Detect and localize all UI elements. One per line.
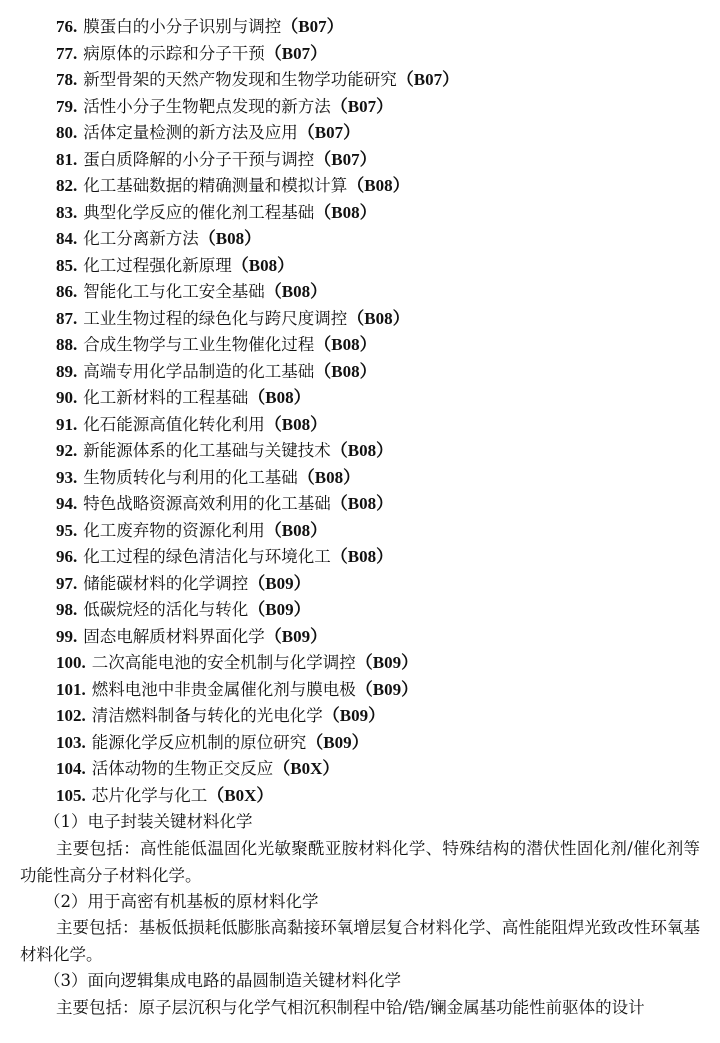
topic-code: （B08）: [330, 547, 394, 566]
topic-title: 高端专用化学品制造的化工基础: [83, 361, 315, 381]
subsection-heading-2: （2）用于高密有机基板的原材料化学: [44, 892, 319, 911]
topic-title: 病原体的示踪和分子干预: [83, 43, 265, 63]
topic-number: 102.: [56, 706, 86, 725]
topic-code: （B08）: [264, 282, 328, 301]
topic-item: [56, 624, 327, 650]
topic-code: （B0X）: [273, 759, 340, 778]
topic-number: 78.: [56, 70, 78, 89]
topic-item: [56, 703, 385, 729]
topic-number: 94.: [56, 494, 78, 513]
topic-item: [56, 544, 393, 570]
topic-item: [56, 200, 377, 226]
topic-code: （B08）: [314, 361, 377, 381]
topic-title: 化工基础数据的精确测量和模拟计算: [83, 176, 348, 195]
topic-code: （B09）: [264, 626, 328, 646]
topic-number: 80.: [56, 123, 78, 142]
topic-code: （B08）: [330, 441, 394, 460]
topic-code: （B08）: [264, 414, 328, 434]
topic-code: （B08）: [330, 494, 394, 513]
topic-item: [56, 412, 327, 438]
topic-item: [56, 465, 360, 491]
topic-title: 新能源体系的化工基础与关键技术: [83, 441, 331, 460]
topic-title: 二次高能电池的安全机制与化学调控: [91, 653, 356, 672]
topic-item: [56, 226, 261, 252]
topic-code: （B08）: [248, 388, 311, 407]
topic-title: 芯片化学与化工: [91, 785, 208, 805]
topic-title: 化工废弃物的资源化利用: [83, 520, 265, 540]
subsection-body-1: 主要包括：高性能低温固化光敏聚酰亚胺材料化学、特殊结构的潜伏性固化剂/催化剂等功能性高分子材料化学。: [20, 839, 700, 885]
topic-title: 清洁燃料制备与转化的光电化学: [91, 706, 323, 725]
topic-item: [56, 385, 311, 411]
topic-code: （B07）: [281, 17, 344, 36]
topic-title: 活性小分子生物靶点发现的新方法: [83, 96, 331, 116]
topic-title: 典型化学反应的催化剂工程基础: [83, 202, 315, 222]
topic-number: 96.: [56, 547, 78, 566]
topic-number: 90.: [56, 388, 78, 407]
topic-title: 能源化学反应机制的原位研究: [91, 732, 307, 752]
topic-title: 化工过程的绿色清洁化与环境化工: [83, 547, 331, 566]
topic-code: （B07）: [297, 123, 361, 142]
topic-code: （B09）: [306, 732, 369, 752]
topic-title: 燃料电池中非贵金属催化剂与膜电极: [91, 679, 356, 699]
topic-title: 工业生物过程的绿色化与跨尺度调控: [83, 308, 348, 328]
topic-number: 98.: [56, 600, 78, 619]
topic-number: 83.: [56, 202, 78, 222]
topic-number: 103.: [56, 732, 86, 752]
topic-title: 活体定量检测的新方法及应用: [83, 123, 298, 142]
topic-title: 化工分离新方法: [83, 229, 199, 248]
topic-code: （B08）: [198, 229, 262, 248]
topic-item: [56, 491, 393, 517]
topic-code: （B08）: [314, 335, 377, 354]
topic-item: [56, 41, 327, 67]
topic-title: 智能化工与化工安全基础: [83, 282, 265, 301]
topic-code: （B07）: [314, 149, 377, 169]
topic-code: （B09）: [248, 600, 311, 619]
topic-item: [56, 571, 311, 597]
topic-code: （B08）: [231, 255, 295, 275]
topic-number: 88.: [56, 335, 78, 354]
topic-number: 81.: [56, 149, 78, 169]
subsection-heading-3: （3）面向逻辑集成电路的晶圆制造关键材料化学: [44, 971, 401, 990]
topic-item: [56, 253, 294, 279]
topic-number: 82.: [56, 176, 78, 195]
topic-number: 99.: [56, 626, 78, 646]
topic-item: [56, 597, 311, 623]
topic-title: 化工新材料的工程基础: [83, 388, 249, 407]
topic-code: （B09）: [355, 679, 419, 699]
topic-item: [56, 438, 393, 464]
topic-title: 新型骨架的天然产物发现和生物学功能研究: [83, 70, 397, 89]
subsection-heading-1: （1）电子封装关键材料化学: [44, 812, 253, 831]
topic-item: [56, 173, 410, 199]
topic-number: 86.: [56, 282, 78, 301]
topic-number: 93.: [56, 467, 78, 487]
topic-number: 76.: [56, 17, 78, 36]
topic-number: 77.: [56, 43, 78, 63]
topic-number: 89.: [56, 361, 78, 381]
topic-title: 生物质转化与利用的化工基础: [83, 467, 298, 487]
topic-title: 蛋白质降解的小分子干预与调控: [83, 149, 315, 169]
topic-code: （B07）: [264, 43, 328, 63]
topic-title: 化工过程强化新原理: [83, 255, 232, 275]
topic-code: （B09）: [248, 573, 311, 593]
topic-item: [56, 730, 369, 756]
topic-title: 膜蛋白的小分子识别与调控: [83, 17, 282, 36]
topic-code: （B08）: [314, 202, 377, 222]
topic-number: 95.: [56, 520, 78, 540]
topic-item: [56, 677, 418, 703]
topic-number: 92.: [56, 441, 78, 460]
topic-number: 97.: [56, 573, 78, 593]
topic-title: 固态电解质材料界面化学: [83, 626, 265, 646]
topic-code: （B08）: [347, 176, 410, 195]
topic-code: （B0X）: [207, 785, 274, 805]
topic-number: 105.: [56, 785, 86, 805]
topic-title: 化石能源高值化转化利用: [83, 414, 265, 434]
topic-title: 活体动物的生物正交反应: [91, 759, 274, 778]
topic-item: [56, 14, 344, 40]
topic-item: [56, 147, 377, 173]
topic-title: 合成生物学与工业生物催化过程: [83, 335, 315, 354]
subsection-body-3: 主要包括：原子层沉积与化学气相沉积制程中铪/锆/镧金属基功能性前驱体的设计: [56, 998, 645, 1017]
topic-title: 低碳烷烃的活化与转化: [83, 600, 249, 619]
topic-number: 79.: [56, 96, 78, 116]
topic-number: 100.: [56, 653, 86, 672]
topic-number: 91.: [56, 414, 78, 434]
topic-code: （B09）: [355, 653, 419, 672]
topic-title: 特色战略资源高效利用的化工基础: [83, 494, 331, 513]
topic-code: （B08）: [347, 308, 410, 328]
topic-item: [56, 94, 393, 120]
topic-number: 84.: [56, 229, 78, 248]
topic-item: [56, 518, 327, 544]
topic-number: 85.: [56, 255, 78, 275]
topic-number: 87.: [56, 308, 78, 328]
subsection-body-2: 主要包括：基板低损耗低膨胀高黏接环氧增层复合材料化学、高性能阻焊光致改性环氧基材料化学。: [20, 918, 700, 964]
topic-item: [56, 783, 273, 809]
topic-item: [56, 120, 360, 146]
topic-code: （B07）: [330, 96, 394, 116]
topic-number: 104.: [56, 759, 86, 778]
topic-item: [56, 332, 377, 358]
topic-item: [56, 279, 327, 305]
topic-code: （B08）: [264, 520, 328, 540]
topic-item: [56, 306, 410, 332]
topic-code: （B09）: [322, 706, 386, 725]
topic-item: [56, 359, 377, 385]
topic-title: 储能碳材料的化学调控: [83, 573, 249, 593]
topic-item: [56, 756, 339, 782]
topic-item: [56, 67, 459, 93]
topic-code: （B07）: [396, 70, 460, 89]
topic-item: [56, 650, 418, 676]
topic-number: 101.: [56, 679, 86, 699]
topic-code: （B08）: [297, 467, 361, 487]
